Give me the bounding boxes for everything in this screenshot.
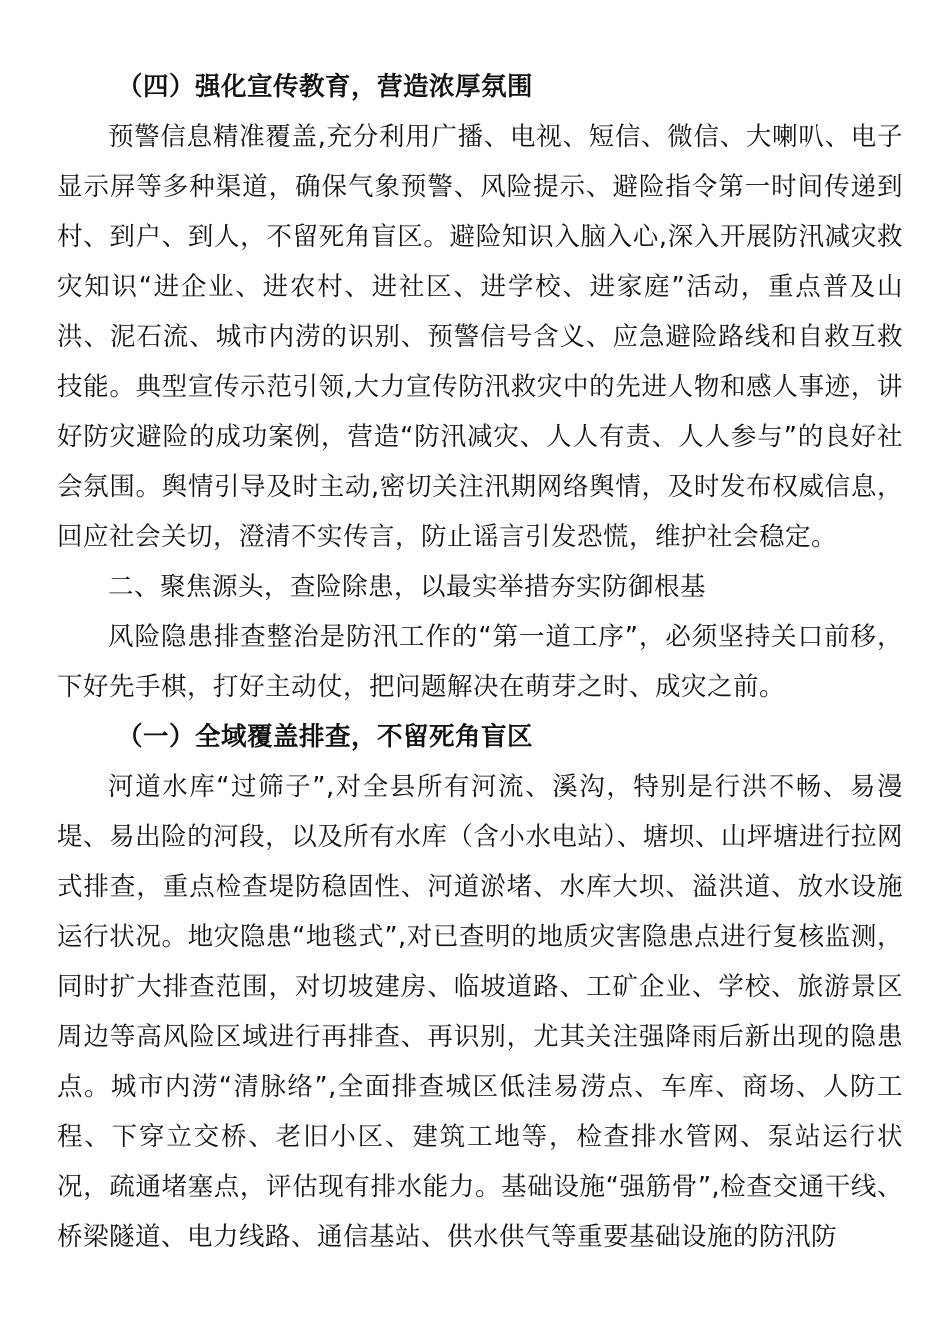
section-heading-1: （一）全域覆盖排查，不留死角盲区	[117, 722, 534, 752]
paragraph-publicity: 预警信息精准覆盖,充分利用广播、电视、短信、微信、大喇叭、电子显示屏等多种渠道，确保气象预警、风险提示、避险指令第一时间传递到村、到户、到人，不留死角盲区。避险知识入脑入心,深入开展防汛减灾救灾知识“进企业、进农村、进社区、进学校、进家庭”活动，重点普及山洪、泥石流、城市内涝的识别、预警信号含义、应急避险路线和自救互救技能。典型宣传示范引领,大力宣传防汛救灾中的先进人物和感人事迹，讲好防灾避险的成功案例，营造“防汛减灾、人人有责、人人参与”的良好社会氛围。舆情引导及时主动,密切关注汛期网络舆情，及时发布权威信息，回应社会关切，澄清不实传言，防止谣言引发恐慌，维护社会稳定。	[57, 122, 903, 552]
paragraph-inspection: 河道水库“过筛子”,对全县所有河流、溪沟，特别是行洪不畅、易漫堤、易出险的河段，以及所有水库（含小水电站）、塘坝、山坪塘进行拉网式排查，重点检查堤防稳固性、河道淤堵、水库大坝、溢洪道、放水设施运行状况。地灾隐患“地毯式”,对已查明的地质灾害隐患点进行复核监测，同时扩大排查范围，对切坡建房、临坡道路、工矿企业、学校、旅游景区周边等高风险区域进行再排查、再识别，尤其关注强降雨后新出现的隐患点。城市内涝“清脉络”,全面排查城区低洼易涝点、车库、商场、人防工程、下穿立交桥、老旧小区、建筑工地等，检查排水管网、泵站运行状况，疏通堵塞点，评估现有排水能力。基础设施“强筋骨”,检查交通干线、桥梁隧道、电力线路、通信基站、供水供气等重要基础设施的防汛防	[57, 772, 903, 1252]
section-2-title: 二、聚焦源头，查险除患，以最实举措夯实防御根基	[108, 572, 707, 602]
paragraph-section-2-intro: 风险隐患排查整治是防汛工作的“第一道工序”，必须坚持关口前移，下好先手棋，打好主动仗，把问题解决在萌芽之时、成灾之前。	[57, 622, 903, 702]
document-page	[57, 62, 903, 1262]
section-heading-4: （四）强化宣传教育，营造浓厚氛围	[117, 72, 534, 102]
